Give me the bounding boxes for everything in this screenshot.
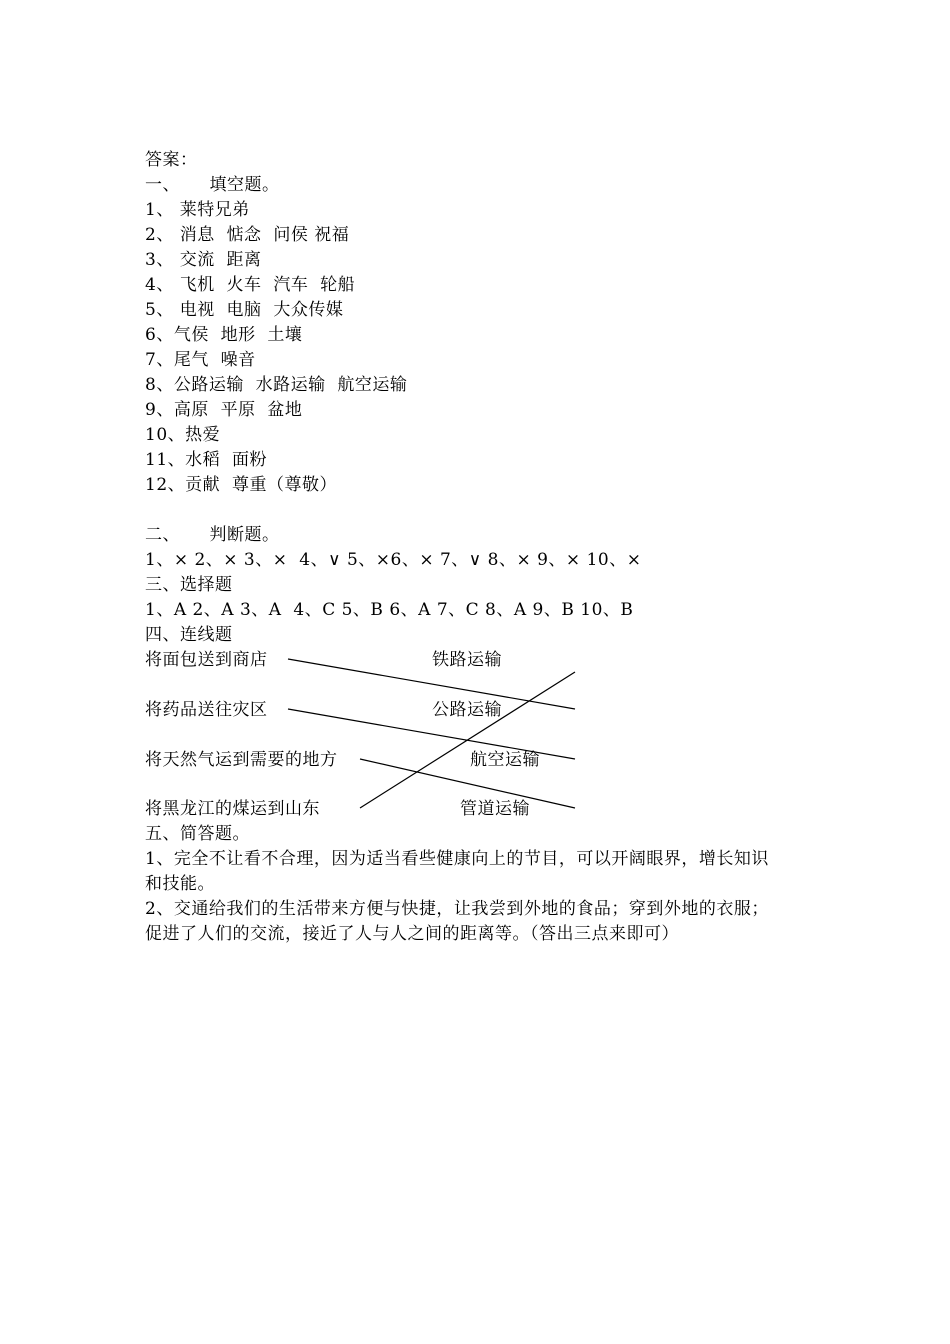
match-right-1: 铁路运输 xyxy=(432,650,502,670)
fill-answer-3: 3、 交流 距离 xyxy=(145,250,262,270)
fill-answer-4: 4、 飞机 火车 汽车 轮船 xyxy=(145,275,356,295)
match-line-4 xyxy=(360,672,575,808)
answer-heading: 答案： xyxy=(145,150,198,170)
fill-answer-2: 2、 消息 惦念 问侯 祝福 xyxy=(145,225,350,245)
choice-answers: 1、A 2、A 3、A 4、C 5、B 6、A 7、C 8、A 9、B 10、B xyxy=(145,600,634,620)
fill-answer-9: 9、高原 平原 盆地 xyxy=(145,400,303,420)
short-answer-line-4: 促进了人们的交流，接近了人与人之间的距离等。（答出三点来即可） xyxy=(145,924,679,944)
fill-answer-12: 12、贡献 尊重（尊敬） xyxy=(145,475,337,495)
match-line-2 xyxy=(288,709,575,759)
match-left-2: 将药品送往灾区 xyxy=(145,700,268,720)
match-right-4: 管道运输 xyxy=(460,799,530,819)
fill-answer-7: 7、尾气 噪音 xyxy=(145,350,256,370)
fill-answer-10: 10、热爱 xyxy=(145,425,221,445)
fill-answer-5: 5、 电视 电脑 大众传媒 xyxy=(145,300,344,320)
short-answer-line-1: 1、完全不让看不合理，因为适当看些健康向上的节目，可以开阔眼界，增长知识 xyxy=(145,849,769,869)
judgement-answers: 1、× 2、× 3、× 4、∨ 5、×6、× 7、∨ 8、× 9、× 10、× xyxy=(145,550,642,570)
section5-title: 五、简答题。 xyxy=(145,824,250,844)
fill-answer-1: 1、 莱特兄弟 xyxy=(145,200,250,220)
fill-answer-8: 8、公路运输 水路运输 航空运输 xyxy=(145,375,408,395)
match-left-1: 将面包送到商店 xyxy=(145,650,268,670)
section4-title: 四、连线题 xyxy=(145,625,233,645)
fill-answer-6: 6、气侯 地形 土壤 xyxy=(145,325,303,345)
fill-answer-11: 11、水稻 面粉 xyxy=(145,450,267,470)
match-line-3 xyxy=(360,759,575,808)
section3-title: 三、选择题 xyxy=(145,575,233,595)
short-answer-line-3: 2、交通给我们的生活带来方便与快捷，让我尝到外地的食品；穿到外地的衣服； xyxy=(145,899,769,919)
match-left-4: 将黑龙江的煤运到山东 xyxy=(145,799,320,819)
section2-title: 二、 判断题。 xyxy=(145,525,280,545)
match-line-1 xyxy=(288,659,575,709)
match-right-3: 航空运输 xyxy=(470,750,540,770)
match-left-3: 将天然气运到需要的地方 xyxy=(145,750,338,770)
short-answer-line-2: 和技能。 xyxy=(145,874,215,894)
match-right-2: 公路运输 xyxy=(432,700,502,720)
section1-title: 一、 填空题。 xyxy=(145,175,280,195)
